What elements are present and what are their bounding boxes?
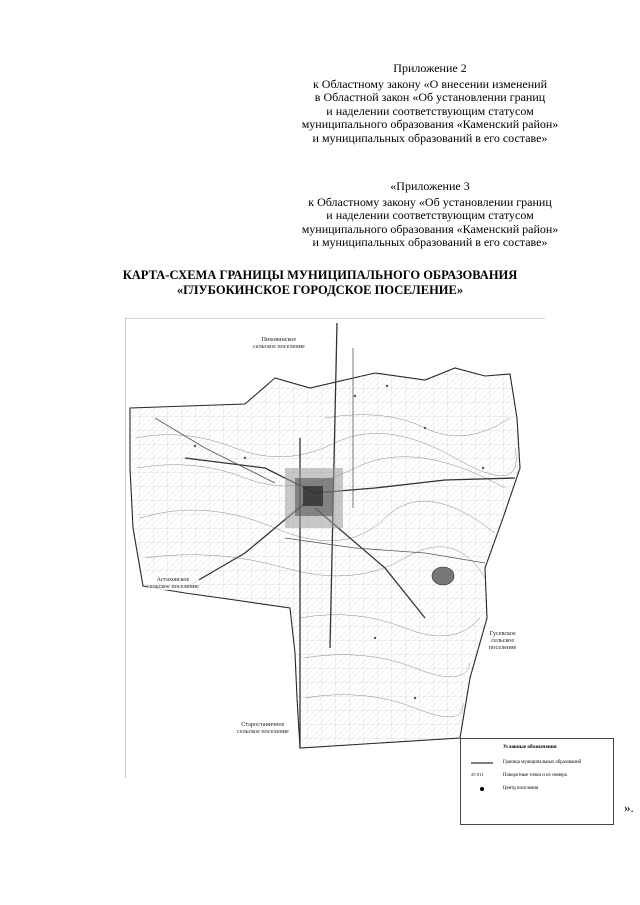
boundary-map	[125, 318, 545, 778]
annex-2-line: и муниципальных образований в его составе»	[312, 130, 548, 145]
neighbor-label-south: Старостаничное сельское поселение	[237, 721, 289, 735]
map-title	[0, 268, 640, 298]
annex-3-block	[280, 180, 580, 250]
neighbor-label-east: Гусевское сельское поселение	[489, 630, 517, 651]
annex-2-line: и наделении соответствующим статусом	[326, 103, 534, 118]
map-title-line-1: КАРТА-СХЕМА ГРАНИЦЫ МУНИЦИПАЛЬНОГО ОБРАЗОВАНИЯ	[122, 268, 518, 282]
legend-item-points: 25 011 Поворотные точки и их номера	[471, 772, 567, 778]
lake	[432, 567, 454, 585]
point-number-symbol: 25 011	[471, 772, 484, 777]
settlement-center-icon	[471, 785, 493, 793]
annex-3-header: «Приложение 3	[390, 179, 470, 193]
map-title-line-2: «ГЛУБОКИНСКОЕ ГОРОДСКОЕ ПОСЕЛЕНИЕ»	[176, 283, 464, 297]
annex-3-line: и муниципальных образований в его составе»	[312, 235, 548, 249]
boundary-map-drawing	[125, 318, 545, 778]
annex-2-block	[280, 62, 580, 145]
annex-2-line: муниципального образования «Каменский район»	[301, 117, 559, 131]
legend-item-boundary: Граница муниципальных образований	[471, 759, 609, 767]
legend-item-center: Центр поселения	[471, 785, 609, 793]
closing-quote: ».	[624, 800, 634, 815]
annex-2-line: в Областной закон «Об установлении границ	[314, 90, 546, 104]
map-legend	[460, 738, 614, 825]
annex-3-line: и наделении соответствующим статусом	[326, 208, 534, 222]
neighbor-label-north: Пиховинское сельское поселение	[253, 336, 305, 350]
boundary-line-icon	[471, 759, 493, 767]
annex-3-line: муниципального образования «Каменский район»	[301, 221, 559, 236]
annex-2-line: к Областному закону «О внесении изменений	[312, 76, 548, 91]
neighbor-label-west: Астаховское сельское поселение	[147, 576, 199, 590]
annex-3-line: к Областному закону «Об установлении границ	[308, 194, 552, 209]
annex-2-header: Приложение 2	[393, 61, 467, 75]
legend-title: Условные обозначения	[503, 744, 557, 750]
town-area	[285, 468, 343, 528]
